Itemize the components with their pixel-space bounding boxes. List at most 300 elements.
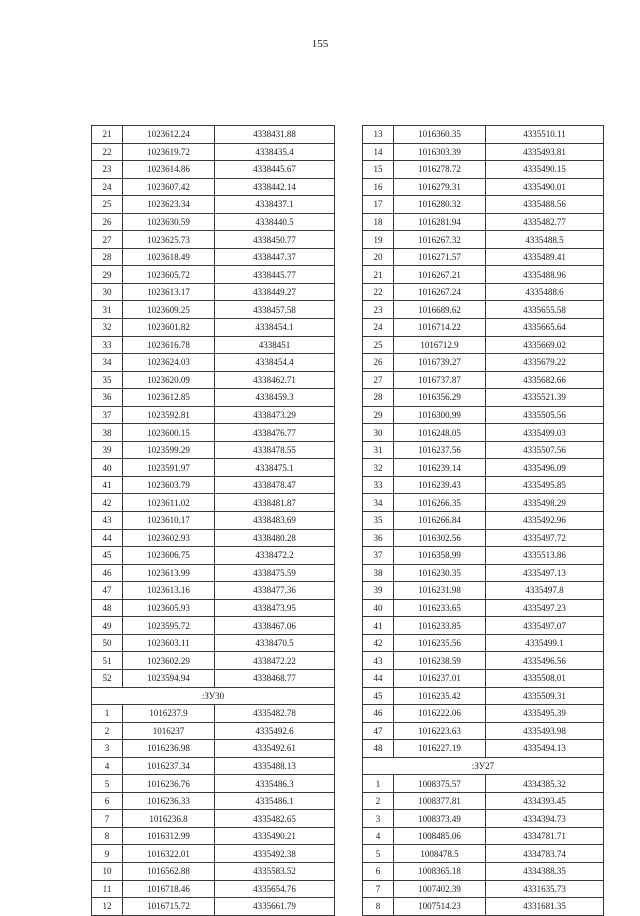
x-coordinate-cell: 1008485.06 (394, 827, 486, 845)
x-coordinate-cell: 1016237.9 (123, 705, 215, 723)
point-number-cell: 44 (92, 529, 123, 547)
point-number-cell: 8 (363, 898, 394, 916)
y-coordinate-cell: 4338478.47 (215, 476, 335, 494)
point-number-cell: 23 (363, 301, 394, 319)
point-number-cell: 24 (363, 319, 394, 337)
point-number-cell: 14 (363, 143, 394, 161)
y-coordinate-cell: 4338477.36 (215, 582, 335, 600)
y-coordinate-cell: 4335669.02 (486, 336, 604, 354)
table-row (363, 301, 604, 319)
y-coordinate-cell: 4338445.67 (215, 161, 335, 179)
table-row (92, 494, 335, 512)
table-row (92, 196, 335, 214)
table-row (363, 354, 604, 372)
x-coordinate-cell: 1016279.31 (394, 178, 486, 196)
table-row (92, 669, 335, 687)
point-number-cell: 18 (363, 213, 394, 231)
section-header-row (92, 687, 335, 705)
table-row (92, 178, 335, 196)
point-number-cell: 25 (363, 336, 394, 354)
x-coordinate-cell: 1023623.34 (123, 196, 215, 214)
y-coordinate-cell: 4338467.06 (215, 617, 335, 635)
point-number-cell: 44 (363, 669, 394, 687)
point-number-cell: 28 (363, 389, 394, 407)
point-number-cell: 15 (363, 161, 394, 179)
y-coordinate-cell: 4335655.58 (486, 301, 604, 319)
point-number-cell: 30 (363, 424, 394, 442)
point-number-cell: 30 (92, 283, 123, 301)
table-row (92, 161, 335, 179)
point-number-cell: 5 (363, 845, 394, 863)
y-coordinate-cell: 4338435.4 (215, 143, 335, 161)
table-row (363, 476, 604, 494)
table-row (363, 406, 604, 424)
y-coordinate-cell: 4338472.22 (215, 652, 335, 670)
y-coordinate-cell: 4335497.8 (486, 582, 604, 600)
point-number-cell: 27 (92, 231, 123, 249)
y-coordinate-cell: 4331681.35 (486, 898, 604, 916)
y-coordinate-cell: 4335494.13 (486, 740, 604, 758)
x-coordinate-cell: 1016266.84 (394, 512, 486, 530)
y-coordinate-cell: 4335682.66 (486, 371, 604, 389)
table-row (92, 705, 335, 723)
table-row (363, 669, 604, 687)
x-coordinate-cell: 1023595.72 (123, 617, 215, 635)
x-coordinate-cell: 1016278.72 (394, 161, 486, 179)
point-number-cell: 2 (92, 722, 123, 740)
y-coordinate-cell: 4335482.78 (215, 705, 335, 723)
table-row (363, 880, 604, 898)
point-number-cell: 7 (92, 810, 123, 828)
table-row (92, 441, 335, 459)
x-coordinate-cell: 1023613.17 (123, 283, 215, 301)
point-number-cell: 50 (92, 634, 123, 652)
point-number-cell: 41 (92, 476, 123, 494)
x-coordinate-cell: 1023618.49 (123, 248, 215, 266)
y-coordinate-cell: 4335507.56 (486, 441, 604, 459)
x-coordinate-cell: 1023602.93 (123, 529, 215, 547)
point-number-cell: 33 (363, 476, 394, 494)
y-coordinate-cell: 4338454.1 (215, 319, 335, 337)
y-coordinate-cell: 4335679.22 (486, 354, 604, 372)
table-row (363, 810, 604, 828)
y-coordinate-cell: 4338462.71 (215, 371, 335, 389)
x-coordinate-cell: 1016358.99 (394, 547, 486, 565)
y-coordinate-cell: 4338442.14 (215, 178, 335, 196)
table-row (92, 424, 335, 442)
y-coordinate-cell: 4335498.29 (486, 494, 604, 512)
x-coordinate-cell: 1016239.43 (394, 476, 486, 494)
y-coordinate-cell: 4338472.2 (215, 547, 335, 565)
x-coordinate-cell: 1016739.27 (394, 354, 486, 372)
table-row (92, 389, 335, 407)
table-row (363, 792, 604, 810)
x-coordinate-cell: 1016312.99 (123, 827, 215, 845)
table-row (363, 634, 604, 652)
y-coordinate-cell: 4335490.15 (486, 161, 604, 179)
x-coordinate-cell: 1023606.75 (123, 547, 215, 565)
table-row (92, 336, 335, 354)
table-row (363, 845, 604, 863)
x-coordinate-cell: 1016712.9 (394, 336, 486, 354)
point-number-cell: 37 (92, 406, 123, 424)
y-coordinate-cell: 4335493.98 (486, 722, 604, 740)
point-number-cell: 21 (363, 266, 394, 284)
point-number-cell: 2 (363, 792, 394, 810)
y-coordinate-cell: 4334783.74 (486, 845, 604, 863)
y-coordinate-cell: 4335513.86 (486, 547, 604, 565)
y-coordinate-cell: 4334385.32 (486, 775, 604, 793)
x-coordinate-cell: 1016236.8 (123, 810, 215, 828)
y-coordinate-cell: 4334393.45 (486, 792, 604, 810)
y-coordinate-cell: 4335665.64 (486, 319, 604, 337)
point-number-cell: 37 (363, 547, 394, 565)
x-coordinate-cell: 1023594.94 (123, 669, 215, 687)
y-coordinate-cell: 4335509.31 (486, 687, 604, 705)
y-coordinate-cell: 4338480.28 (215, 529, 335, 547)
y-coordinate-cell: 4335583.52 (215, 862, 335, 880)
point-number-cell: 42 (92, 494, 123, 512)
y-coordinate-cell: 4338451 (215, 336, 335, 354)
y-coordinate-cell: 4335499.03 (486, 424, 604, 442)
y-coordinate-cell: 4335496.09 (486, 459, 604, 477)
point-number-cell: 19 (363, 231, 394, 249)
x-coordinate-cell: 1023624.03 (123, 354, 215, 372)
point-number-cell: 40 (363, 599, 394, 617)
point-number-cell: 39 (363, 582, 394, 600)
x-coordinate-cell: 1016280.32 (394, 196, 486, 214)
y-coordinate-cell: 4335490.21 (215, 827, 335, 845)
y-coordinate-cell: 4335661.79 (215, 898, 335, 916)
point-number-cell: 38 (92, 424, 123, 442)
y-coordinate-cell: 4338431.88 (215, 126, 335, 144)
table-row (92, 898, 335, 916)
table-row (363, 705, 604, 723)
point-number-cell: 6 (92, 792, 123, 810)
table-row (92, 810, 335, 828)
point-number-cell: 34 (363, 494, 394, 512)
x-coordinate-cell: 1016238.59 (394, 652, 486, 670)
x-coordinate-cell: 1016236.98 (123, 740, 215, 758)
y-coordinate-cell: 4338481.87 (215, 494, 335, 512)
table-row (363, 494, 604, 512)
table-row (363, 599, 604, 617)
table-row (363, 564, 604, 582)
table-row (363, 266, 604, 284)
point-number-cell: 43 (92, 512, 123, 530)
point-number-cell: 5 (92, 775, 123, 793)
point-number-cell: 4 (92, 757, 123, 775)
table-row (92, 143, 335, 161)
point-number-cell: 41 (363, 617, 394, 635)
x-coordinate-cell: 1023613.16 (123, 582, 215, 600)
table-row (92, 740, 335, 758)
table-row (363, 827, 604, 845)
table-row (92, 617, 335, 635)
point-number-cell: 26 (92, 213, 123, 231)
table-row (92, 476, 335, 494)
table-row (363, 547, 604, 565)
table-row (92, 319, 335, 337)
table-row (92, 827, 335, 845)
y-coordinate-cell: 4338476.77 (215, 424, 335, 442)
point-number-cell: 36 (363, 529, 394, 547)
y-coordinate-cell: 4338459.3 (215, 389, 335, 407)
x-coordinate-cell: 1016737.87 (394, 371, 486, 389)
point-number-cell: 32 (363, 459, 394, 477)
x-coordinate-cell: 1016562.88 (123, 862, 215, 880)
x-coordinate-cell: 1023603.11 (123, 634, 215, 652)
x-coordinate-cell: 1008373.49 (394, 810, 486, 828)
table-row (363, 248, 604, 266)
table-row (363, 459, 604, 477)
y-coordinate-cell: 4335486.1 (215, 792, 335, 810)
x-coordinate-cell: 1016266.35 (394, 494, 486, 512)
point-number-cell: 21 (92, 126, 123, 144)
point-number-cell: 52 (92, 669, 123, 687)
table-row (92, 582, 335, 600)
x-coordinate-cell: 1023614.86 (123, 161, 215, 179)
y-coordinate-cell: 4334388.35 (486, 862, 604, 880)
y-coordinate-cell: 4338447.37 (215, 248, 335, 266)
table-row (363, 512, 604, 530)
table-row (92, 652, 335, 670)
y-coordinate-cell: 4335488.96 (486, 266, 604, 284)
table-row (363, 126, 604, 144)
x-coordinate-cell: 1023619.72 (123, 143, 215, 161)
table-row (92, 283, 335, 301)
table-row (363, 898, 604, 916)
point-number-cell: 45 (363, 687, 394, 705)
x-coordinate-cell: 1023600.15 (123, 424, 215, 442)
page-number: 155 (311, 38, 329, 50)
x-coordinate-cell: 1016302.56 (394, 529, 486, 547)
point-number-cell: 35 (363, 512, 394, 530)
x-coordinate-cell: 1023616.78 (123, 336, 215, 354)
table-row (363, 424, 604, 442)
table-row (363, 441, 604, 459)
x-coordinate-cell: 1016222.06 (394, 705, 486, 723)
table-row (92, 371, 335, 389)
x-coordinate-cell: 1016322.01 (123, 845, 215, 863)
table-row (92, 862, 335, 880)
table-row (363, 775, 604, 793)
x-coordinate-cell: 1016267.21 (394, 266, 486, 284)
point-number-cell: 35 (92, 371, 123, 389)
table-row (92, 792, 335, 810)
x-coordinate-cell: 1023613.99 (123, 564, 215, 582)
y-coordinate-cell: 4334394.73 (486, 810, 604, 828)
point-number-cell: 26 (363, 354, 394, 372)
y-coordinate-cell: 4335492.38 (215, 845, 335, 863)
x-coordinate-cell: 1008478.5 (394, 845, 486, 863)
x-coordinate-cell: 1007514.23 (394, 898, 486, 916)
y-coordinate-cell: 4338475.59 (215, 564, 335, 582)
y-coordinate-cell: 4335654.76 (215, 880, 335, 898)
point-number-cell: 46 (363, 705, 394, 723)
point-number-cell: 27 (363, 371, 394, 389)
right-table-body (363, 126, 604, 916)
x-coordinate-cell: 1023610.17 (123, 512, 215, 530)
y-coordinate-cell: 4335488.13 (215, 757, 335, 775)
point-number-cell: 1 (92, 705, 123, 723)
x-coordinate-cell: 1016235.42 (394, 687, 486, 705)
table-row (92, 880, 335, 898)
y-coordinate-cell: 4338473.29 (215, 406, 335, 424)
x-coordinate-cell: 1016233.65 (394, 599, 486, 617)
x-coordinate-cell: 1023625.73 (123, 231, 215, 249)
y-coordinate-cell: 4335510.11 (486, 126, 604, 144)
table-row (92, 459, 335, 477)
x-coordinate-cell: 1016237 (123, 722, 215, 740)
point-number-cell: 48 (363, 740, 394, 758)
x-coordinate-cell: 1016271.57 (394, 248, 486, 266)
y-coordinate-cell: 4335497.23 (486, 599, 604, 617)
point-number-cell: 24 (92, 178, 123, 196)
x-coordinate-cell: 1023612.85 (123, 389, 215, 407)
table-row (92, 529, 335, 547)
x-coordinate-cell: 1008375.57 (394, 775, 486, 793)
x-coordinate-cell: 1007402.39 (394, 880, 486, 898)
section-label: :ЗУ30 (92, 687, 335, 705)
y-coordinate-cell: 4335482.77 (486, 213, 604, 231)
point-number-cell: 3 (363, 810, 394, 828)
y-coordinate-cell: 4335489.41 (486, 248, 604, 266)
point-number-cell: 17 (363, 196, 394, 214)
x-coordinate-cell: 1023592.81 (123, 406, 215, 424)
x-coordinate-cell: 1016718.46 (123, 880, 215, 898)
y-coordinate-cell: 4335521.39 (486, 389, 604, 407)
y-coordinate-cell: 4335505.56 (486, 406, 604, 424)
y-coordinate-cell: 4335495.85 (486, 476, 604, 494)
point-number-cell: 6 (363, 862, 394, 880)
table-row (363, 371, 604, 389)
y-coordinate-cell: 4338454.4 (215, 354, 335, 372)
y-coordinate-cell: 4338483.69 (215, 512, 335, 530)
y-coordinate-cell: 4335499.1 (486, 634, 604, 652)
x-coordinate-cell: 1023630.59 (123, 213, 215, 231)
point-number-cell: 20 (363, 248, 394, 266)
table-row (363, 529, 604, 547)
x-coordinate-cell: 1016360.35 (394, 126, 486, 144)
table-row (92, 845, 335, 863)
table-row (363, 582, 604, 600)
point-number-cell: 43 (363, 652, 394, 670)
table-row (92, 722, 335, 740)
table-row (92, 406, 335, 424)
y-coordinate-cell: 4335490.01 (486, 178, 604, 196)
y-coordinate-cell: 4338449.27 (215, 283, 335, 301)
table-row (363, 722, 604, 740)
table-row (92, 564, 335, 582)
point-number-cell: 31 (363, 441, 394, 459)
y-coordinate-cell: 4335488.6 (486, 283, 604, 301)
table-row (363, 143, 604, 161)
x-coordinate-cell: 1016235.56 (394, 634, 486, 652)
x-coordinate-cell: 1023620.09 (123, 371, 215, 389)
x-coordinate-cell: 1016231.98 (394, 582, 486, 600)
x-coordinate-cell: 1016236.76 (123, 775, 215, 793)
y-coordinate-cell: 4338470.5 (215, 634, 335, 652)
table-row (92, 266, 335, 284)
table-row (363, 862, 604, 880)
x-coordinate-cell: 1016715.72 (123, 898, 215, 916)
point-number-cell: 22 (363, 283, 394, 301)
table-row (92, 231, 335, 249)
table-row (92, 126, 335, 144)
point-number-cell: 33 (92, 336, 123, 354)
table-row (363, 687, 604, 705)
x-coordinate-cell: 1016239.14 (394, 459, 486, 477)
y-coordinate-cell: 4335492.6 (215, 722, 335, 740)
y-coordinate-cell: 4335488.56 (486, 196, 604, 214)
point-number-cell: 36 (92, 389, 123, 407)
y-coordinate-cell: 4335492.61 (215, 740, 335, 758)
table-row (92, 512, 335, 530)
point-number-cell: 31 (92, 301, 123, 319)
y-coordinate-cell: 4335496.56 (486, 652, 604, 670)
point-number-cell: 45 (92, 547, 123, 565)
y-coordinate-cell: 4335492.96 (486, 512, 604, 530)
x-coordinate-cell: 1016233.85 (394, 617, 486, 635)
y-coordinate-cell: 4335508.01 (486, 669, 604, 687)
point-number-cell: 25 (92, 196, 123, 214)
y-coordinate-cell: 4338478.55 (215, 441, 335, 459)
point-number-cell: 39 (92, 441, 123, 459)
y-coordinate-cell: 4338437.1 (215, 196, 335, 214)
table-row (92, 354, 335, 372)
y-coordinate-cell: 4331635.73 (486, 880, 604, 898)
x-coordinate-cell: 1023591.97 (123, 459, 215, 477)
point-number-cell: 1 (363, 775, 394, 793)
y-coordinate-cell: 4335497.72 (486, 529, 604, 547)
x-coordinate-cell: 1016689.62 (394, 301, 486, 319)
point-number-cell: 22 (92, 143, 123, 161)
table-row (363, 652, 604, 670)
x-coordinate-cell: 1016223.63 (394, 722, 486, 740)
point-number-cell: 28 (92, 248, 123, 266)
section-header-row (363, 757, 604, 775)
point-number-cell: 4 (363, 827, 394, 845)
right-coordinates-table (362, 125, 604, 916)
y-coordinate-cell: 4338457.58 (215, 301, 335, 319)
point-number-cell: 29 (363, 406, 394, 424)
y-coordinate-cell: 4338475.1 (215, 459, 335, 477)
table-row (363, 161, 604, 179)
table-row (363, 178, 604, 196)
point-number-cell: 34 (92, 354, 123, 372)
x-coordinate-cell: 1023599.29 (123, 441, 215, 459)
left-coordinates-table (91, 125, 335, 916)
point-number-cell: 13 (363, 126, 394, 144)
y-coordinate-cell: 4335495.39 (486, 705, 604, 723)
point-number-cell: 11 (92, 880, 123, 898)
y-coordinate-cell: 4335488.5 (486, 231, 604, 249)
x-coordinate-cell: 1016356.29 (394, 389, 486, 407)
y-coordinate-cell: 4338468.77 (215, 669, 335, 687)
y-coordinate-cell: 4335497.07 (486, 617, 604, 635)
point-number-cell: 49 (92, 617, 123, 635)
y-coordinate-cell: 4338473.95 (215, 599, 335, 617)
x-coordinate-cell: 1016227.19 (394, 740, 486, 758)
table-row (92, 634, 335, 652)
point-number-cell: 29 (92, 266, 123, 284)
table-row (363, 319, 604, 337)
x-coordinate-cell: 1023602.29 (123, 652, 215, 670)
x-coordinate-cell: 1016230.35 (394, 564, 486, 582)
x-coordinate-cell: 1016300.99 (394, 406, 486, 424)
y-coordinate-cell: 4338440.5 (215, 213, 335, 231)
